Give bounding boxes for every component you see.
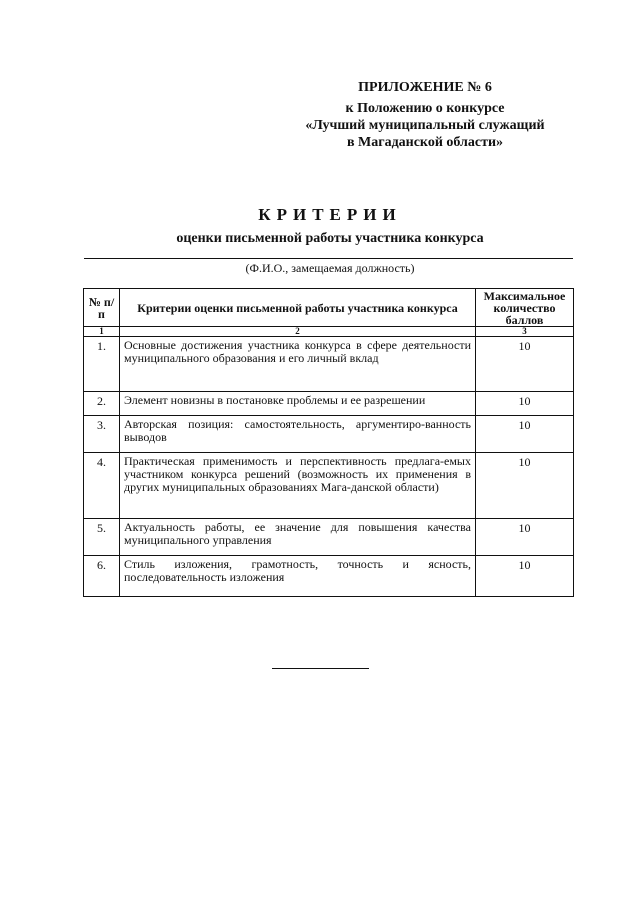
appendix-line: к Положению о конкурсе — [345, 101, 505, 116]
table-row — [84, 556, 574, 597]
appendix-block — [300, 79, 550, 151]
table-row — [84, 453, 574, 519]
table-row — [84, 416, 574, 453]
column-number-row — [84, 327, 574, 337]
row-score: 10 — [476, 453, 574, 519]
end-divider — [272, 668, 369, 669]
row-score: 10 — [476, 416, 574, 453]
header-criteria: Критерии оценки письменной работы участника конкурса — [120, 289, 476, 327]
table-header-row — [84, 289, 574, 327]
column-number: 1 — [84, 327, 120, 337]
table-row — [84, 519, 574, 556]
appendix-title: ПРИЛОЖЕНИЕ № 6 — [358, 80, 492, 95]
row-number: 1. — [84, 337, 120, 392]
row-criterion: Основные достижения участника конкурса в сфере деятельности муниципального образования и его личный вклад — [120, 337, 476, 392]
row-criterion: Актуальность работы, ее значение для повышения качества муниципального управления — [120, 519, 476, 556]
header-max-score: Максимальное количество баллов — [476, 289, 574, 327]
table-row — [84, 392, 574, 416]
row-score: 10 — [476, 519, 574, 556]
document-subheading: оценки письменной работы участника конкурса — [176, 231, 484, 246]
row-score: 10 — [476, 392, 574, 416]
appendix-line: «Лучший муниципальный служащий — [305, 118, 545, 133]
row-criterion: Элемент новизны в постановке проблемы и ее разрешении — [120, 392, 476, 416]
row-number: 5. — [84, 519, 120, 556]
table-row — [84, 337, 574, 392]
row-score: 10 — [476, 337, 574, 392]
row-number: 6. — [84, 556, 120, 597]
row-number: 4. — [84, 453, 120, 519]
row-criterion: Практическая применимость и перспективность предлага-емых участником конкурса решений (возможность их применения в других муниципальных образованиях Мага-данской области) — [120, 453, 476, 519]
fio-underline — [84, 258, 573, 259]
document-heading: КРИТЕРИИ — [258, 205, 402, 224]
column-number: 2 — [120, 327, 476, 337]
row-criterion: Авторская позиция: самостоятельность, аргументиро-ванность выводов — [120, 416, 476, 453]
row-criterion: Стиль изложения, грамотность, точность и ясность, последовательность изложения — [120, 556, 476, 597]
row-score: 10 — [476, 556, 574, 597]
criteria-table — [83, 288, 574, 597]
row-number: 3. — [84, 416, 120, 453]
row-number: 2. — [84, 392, 120, 416]
fio-caption: (Ф.И.О., замещаемая должность) — [245, 261, 415, 275]
appendix-line: в Магаданской области» — [346, 135, 504, 150]
header-number: № п/п — [84, 289, 120, 327]
column-number: 3 — [476, 327, 574, 337]
